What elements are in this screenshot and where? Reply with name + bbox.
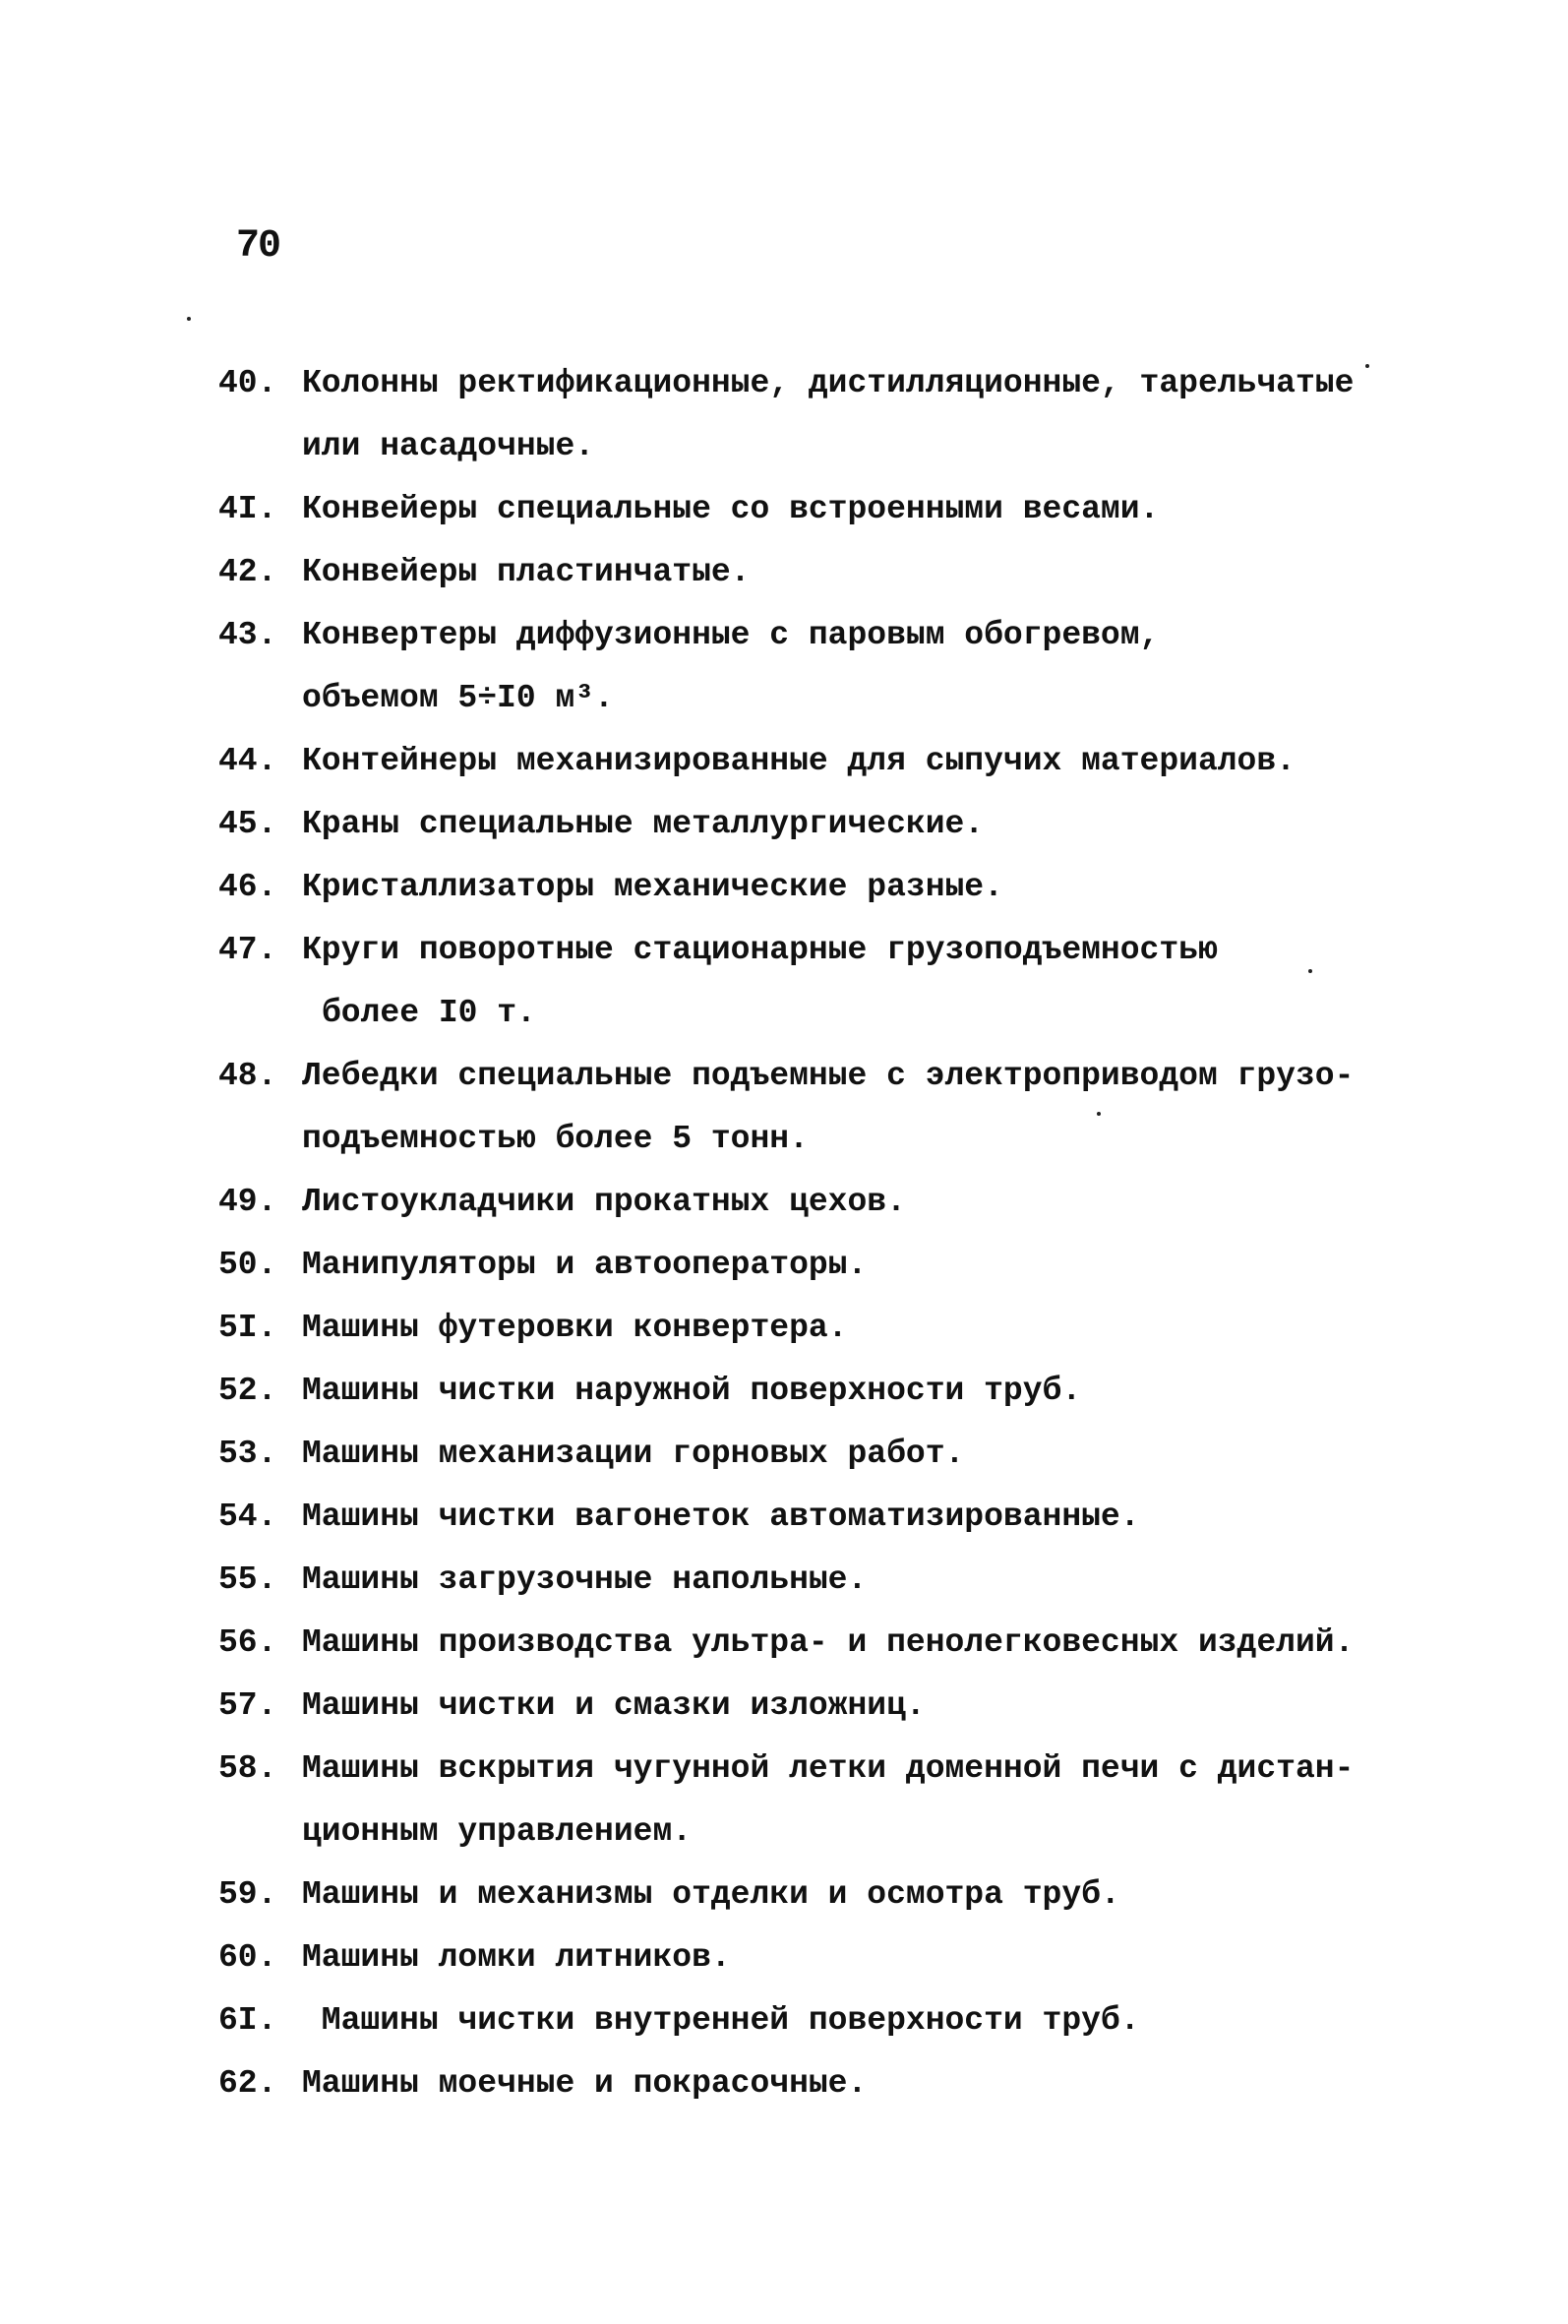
item-number: 60. [218, 1939, 277, 1976]
item-number: 47. [218, 932, 277, 968]
item-number: 53. [218, 1436, 277, 1472]
item-number: 44. [218, 743, 277, 779]
item-number: 5I. [218, 1310, 277, 1346]
item-text: Конвейеры пластинчатые. [302, 554, 751, 590]
item-text: Машины механизации горновых работ. [302, 1436, 965, 1472]
item-number: 45. [218, 806, 277, 842]
item-number: 48. [218, 1058, 277, 1094]
item-text: Машины вскрытия чугунной летки доменной печи с дистан- [302, 1750, 1355, 1787]
item-text: Машины загрузочные напольные. [302, 1561, 868, 1598]
item-number: 46. [218, 869, 277, 905]
list-item [218, 1675, 1379, 1738]
list-item [218, 1297, 1379, 1360]
list-item [218, 1360, 1379, 1423]
item-number: 59. [218, 1876, 277, 1913]
item-number: 54. [218, 1498, 277, 1535]
item-number: 49. [218, 1184, 277, 1220]
item-text-continued: более I0 т. [322, 995, 536, 1031]
list-item [218, 1738, 1379, 1864]
item-text: Конвейеры специальные со встроенными весами. [302, 491, 1160, 527]
item-number: 4I. [218, 491, 277, 527]
item-text: Машины чистки внутренней поверхности труб. [302, 2002, 1140, 2039]
item-number: 6I. [218, 2002, 277, 2039]
item-number: 56. [218, 1624, 277, 1661]
item-text-continued: подъемностью более 5 тонн. [302, 1121, 809, 1157]
item-text: Лебедки специальные подъемные с электроприводом грузо- [302, 1058, 1355, 1094]
item-number: 52. [218, 1373, 277, 1409]
list-item [218, 1549, 1379, 1612]
item-number: 42. [218, 554, 277, 590]
item-text: Машины ломки литников. [302, 1939, 731, 1976]
page-number: 70 [236, 224, 280, 269]
list-item [218, 1423, 1379, 1486]
item-text-continued: ционным управлением. [302, 1813, 693, 1850]
item-text: Машины футеровки конвертера. [302, 1310, 848, 1346]
item-text: Машины чистки наружной поверхности труб. [302, 1373, 1082, 1409]
list-item [218, 793, 1379, 856]
list-item [218, 1234, 1379, 1297]
list-item [218, 2052, 1379, 2115]
item-text: Манипуляторы и автооператоры. [302, 1247, 868, 1283]
scan-speck [187, 317, 191, 321]
list-item [218, 1864, 1379, 1926]
item-text: Круги поворотные стационарные грузоподъемностью [302, 932, 1218, 968]
list-item [218, 352, 1379, 478]
item-text: Конвертеры диффузионные с паровым обогревом, [302, 617, 1160, 653]
list-item [218, 478, 1379, 541]
item-text: Машины производства ультра- и пенолегковесных изделий. [302, 1624, 1355, 1661]
list-item [218, 1612, 1379, 1675]
item-text: Машины моечные и покрасочные. [302, 2065, 868, 2102]
list-item [218, 541, 1379, 604]
item-text: Контейнеры механизированные для сыпучих материалов. [302, 743, 1296, 779]
item-text: Колонны ректификационные, дистилляционные, тарельчатые [302, 365, 1355, 401]
list-item [218, 919, 1379, 1045]
list-item [218, 1486, 1379, 1549]
list-item [218, 730, 1379, 793]
item-number: 50. [218, 1247, 277, 1283]
list-item [218, 1171, 1379, 1234]
item-text: Листоукладчики прокатных цехов. [302, 1184, 906, 1220]
item-text: Краны специальные металлургические. [302, 806, 985, 842]
item-text: Машины и механизмы отделки и осмотра труб. [302, 1876, 1120, 1913]
list-item [218, 856, 1379, 919]
item-list [218, 352, 1379, 2115]
item-text: Машины чистки вагонеток автоматизированные. [302, 1498, 1140, 1535]
item-text: Кристаллизаторы механические разные. [302, 869, 1003, 905]
item-text: Машины чистки и смазки изложниц. [302, 1687, 926, 1724]
list-item [218, 1989, 1379, 2052]
item-number: 43. [218, 617, 277, 653]
item-text-continued: или насадочные. [302, 428, 595, 464]
item-number: 40. [218, 365, 277, 401]
item-text-continued: объемом 5÷I0 м³. [302, 680, 614, 716]
list-item [218, 604, 1379, 730]
list-item [218, 1926, 1379, 1989]
item-number: 58. [218, 1750, 277, 1787]
item-number: 55. [218, 1561, 277, 1598]
item-number: 57. [218, 1687, 277, 1724]
list-item [218, 1045, 1379, 1171]
item-number: 62. [218, 2065, 277, 2102]
